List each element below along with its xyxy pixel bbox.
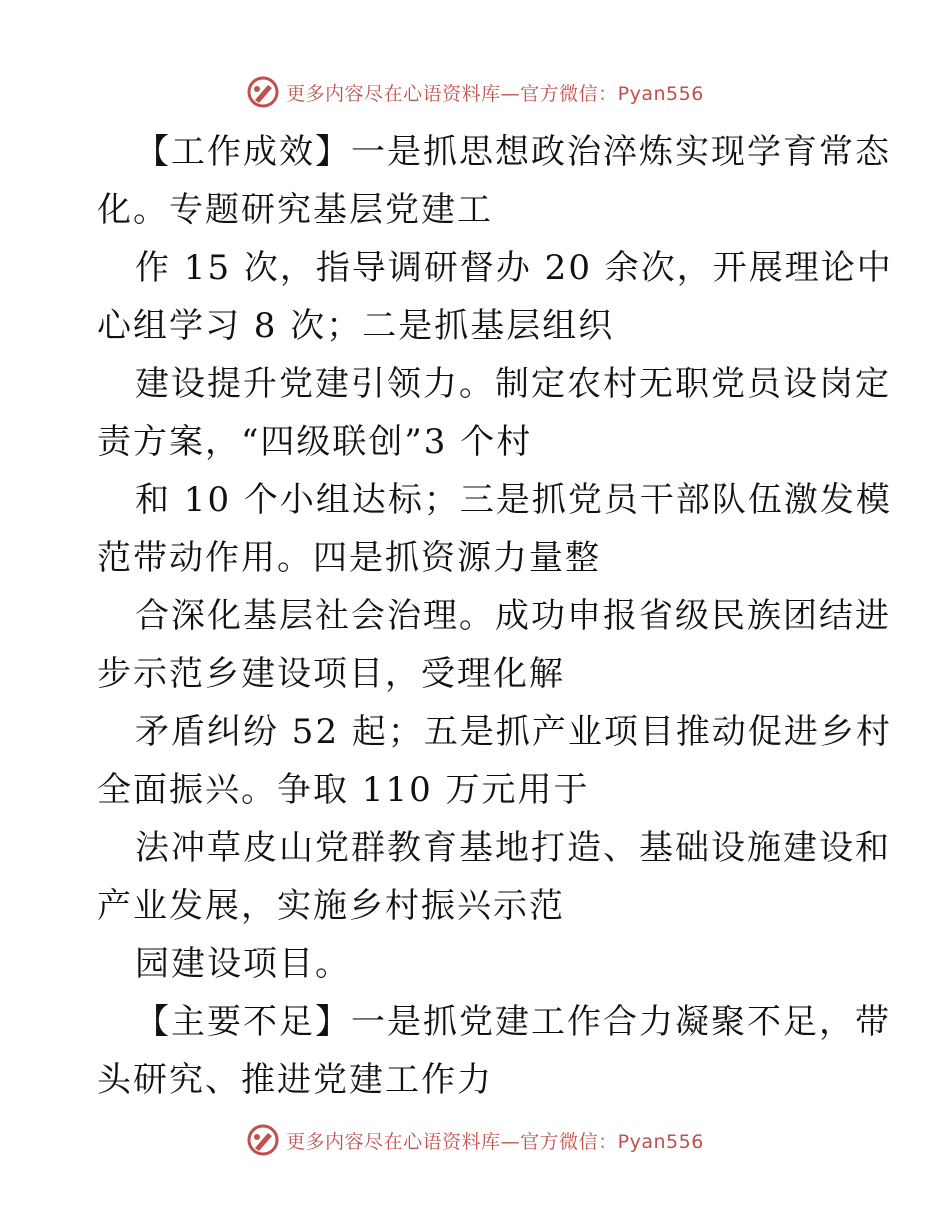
footer-banner-text: 更多内容尽在心语资料库—官方微信：Pyan556 [286, 1130, 704, 1153]
document-body [97, 123, 893, 1109]
paragraph-line: 步示范乡建设项目，受理化解 [97, 654, 565, 694]
paragraph-line: 全面振兴。争取 110 万元用于 [97, 770, 590, 810]
footer-banner [0, 1120, 950, 1160]
paragraph [97, 935, 857, 993]
paragraph-line: 【主要不足】一是抓党建工作合力凝聚不足，带 [135, 1002, 891, 1042]
header-banner-text: 更多内容尽在心语资料库—官方微信：Pyan556 [286, 82, 704, 105]
paragraph-line: 合深化基层社会治理。成功申报省级民族团结进 [135, 596, 891, 636]
paragraph [97, 993, 891, 1109]
paragraph-line: 建设提升党建引领力。制定农村无职党员设岗定 [135, 364, 891, 404]
pen-circle-icon [246, 1123, 280, 1157]
paragraph-line: 产业发展，实施乡村振兴示范 [97, 886, 565, 926]
pen-circle-icon [246, 75, 280, 109]
paragraph-line: 【工作成效】一是抓思想政治淬炼实现学育常态 [135, 132, 891, 172]
header-banner [0, 72, 950, 112]
paragraph [97, 703, 892, 819]
paragraph [97, 123, 891, 239]
paragraph-line: 头研究、推进党建工作力 [97, 1060, 493, 1100]
paragraph-line: 责方案，“四级联创”3 个村 [97, 422, 533, 462]
paragraph-line: 化。专题研究基层党建工 [97, 190, 493, 230]
paragraph [97, 239, 893, 355]
paragraph-line: 作 15 次，指导调研督办 20 余次，开展理论中 [135, 248, 893, 288]
paragraph [97, 355, 891, 471]
paragraph-line: 心组学习 8 次；二是抓基层组织 [97, 306, 615, 346]
paragraph [97, 819, 891, 935]
paragraph-line: 和 10 个小组达标；三是抓党员干部队伍激发模 [135, 480, 892, 520]
paragraph-line: 范带动作用。四是抓资源力量整 [97, 538, 601, 578]
paragraph-line: 园建设项目。 [135, 944, 351, 984]
paragraph-line: 法冲草皮山党群教育基地打造、基础设施建设和 [135, 828, 891, 868]
paragraph-line: 矛盾纠纷 52 起；五是抓产业项目推动促进乡村 [135, 712, 892, 752]
paragraph [97, 471, 892, 587]
paragraph [97, 587, 891, 703]
